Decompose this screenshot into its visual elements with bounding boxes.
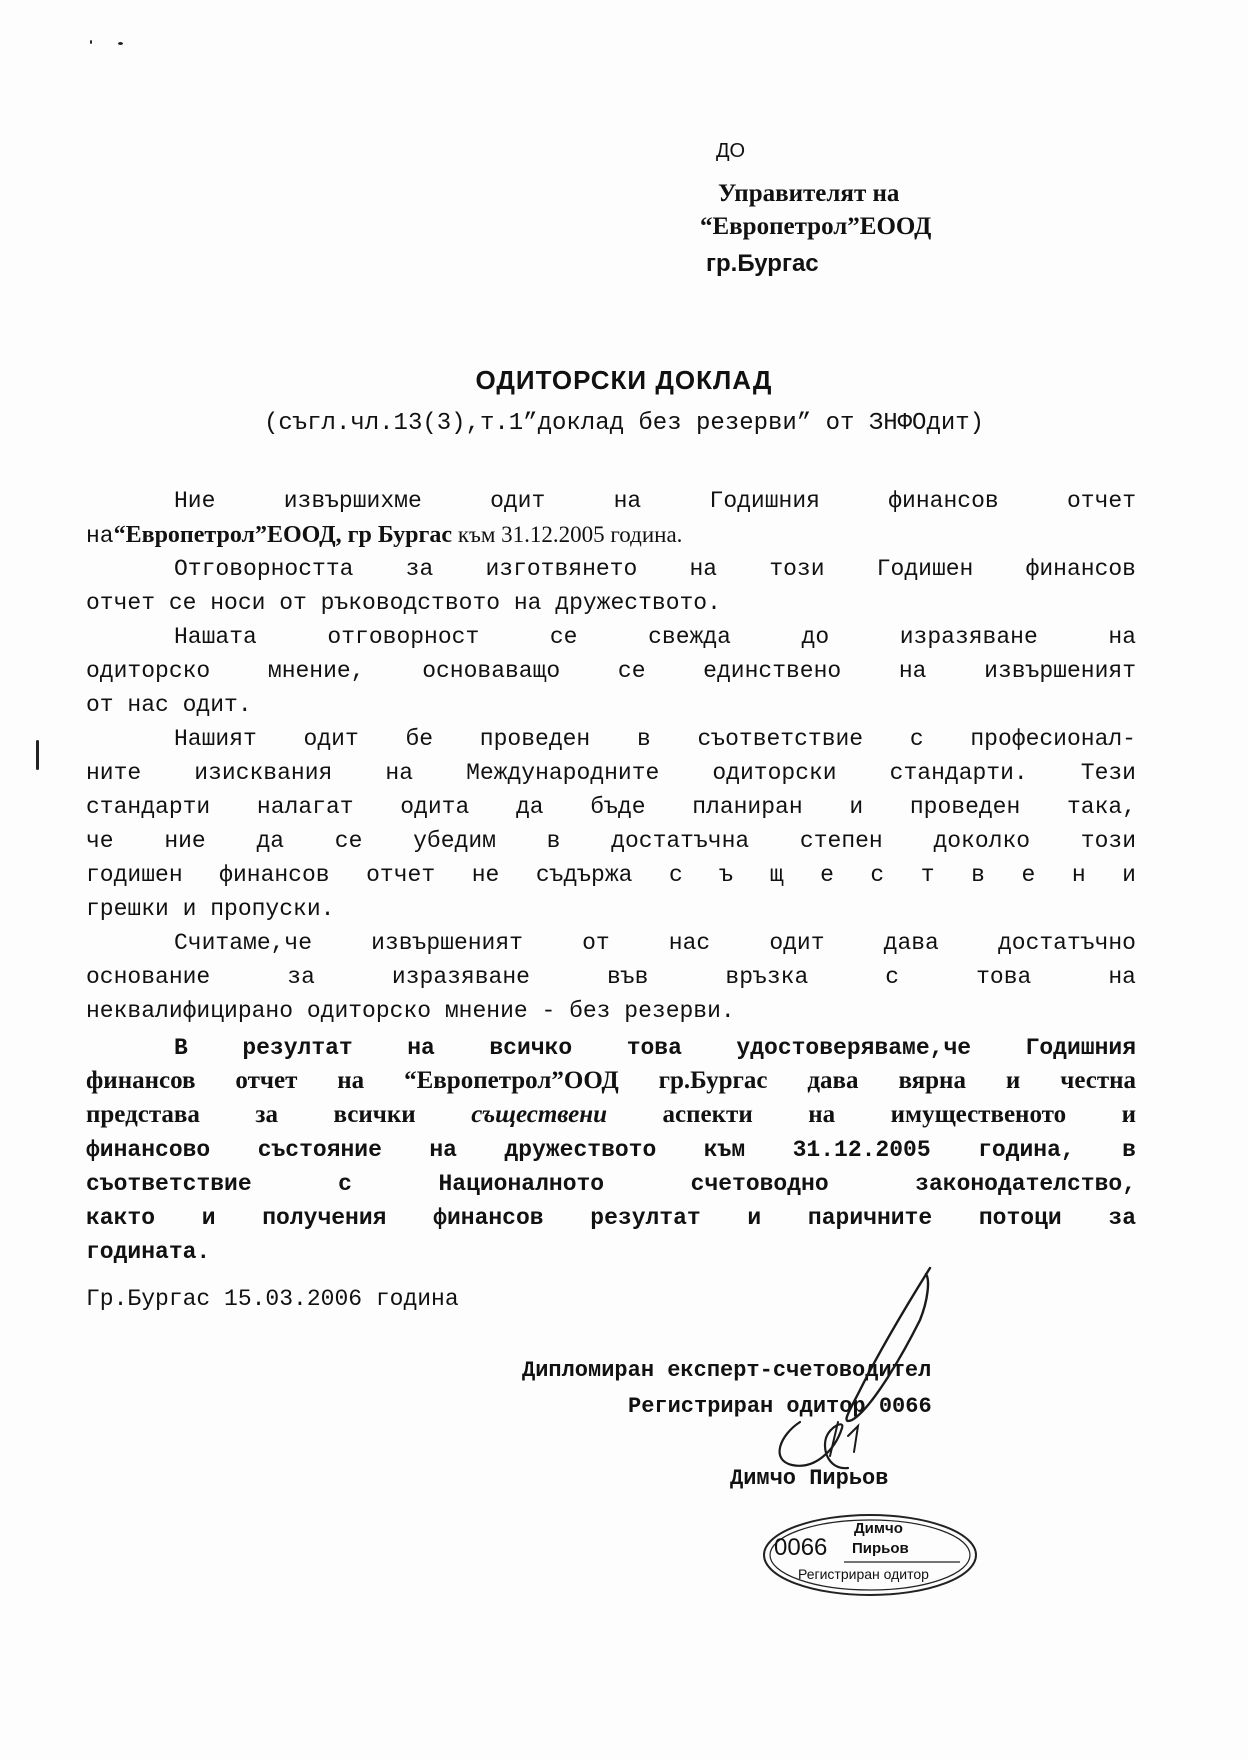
para6-line7-text: годината. <box>86 1239 211 1265</box>
handwritten-signature <box>730 1260 960 1490</box>
para1-prefix: на <box>86 523 114 549</box>
stamp-number: 0066 <box>774 1534 828 1561</box>
para1-line2 <box>86 518 1136 552</box>
addressee-line-2: “Европетрол”ЕООД <box>700 213 932 240</box>
para4-line5: годишен финансов отчет не съдържа с ъ щ е с т в е н и <box>86 862 1136 888</box>
report-body <box>86 484 1136 1268</box>
para2-line1: Отговорността за изготвянето на този Годишен финансов <box>174 556 1136 582</box>
para6-line6 <box>86 1200 1136 1234</box>
para6-line3-a: представа за всички <box>86 1101 472 1128</box>
stamp-name-line-1: Димчо <box>854 1520 903 1537</box>
para4-line4: че ние да се убедим в достатъчна степен доколко този <box>86 828 1136 854</box>
para6-line6-text: както и получения финансов резултат и паричните потоци за <box>86 1205 1136 1231</box>
addressee-line-3: гр.Бургас <box>706 250 819 277</box>
scan-speck <box>90 40 92 44</box>
stamp-role: Регистриран одитор <box>798 1566 929 1582</box>
para6-line3 <box>86 1098 1136 1132</box>
para3-line2: одиторско мнение, основаващо се единствено на извършеният <box>86 658 1136 684</box>
para5-line1: Считаме,че извършеният от нас одит дава достатъчно <box>174 930 1136 956</box>
para6-line3-b: аспекти на имущественото и <box>607 1101 1137 1128</box>
para6-line5-text: съответствие с Националното счетоводно законодателство, <box>86 1171 1136 1197</box>
signer-title-1: Дипломиран експерт-счетоводител <box>522 1358 932 1383</box>
signer-title-2: Регистриран одитор 0066 <box>628 1394 932 1419</box>
stamp-name-line-2: Пирьов <box>852 1540 909 1557</box>
para6-emphasis: съществени <box>471 1101 608 1128</box>
para6-line5 <box>86 1166 1136 1200</box>
para4-line2: ните изисквания на Международните одиторски стандарти. Тези <box>86 760 1136 786</box>
para3-line3: от нас одит. <box>86 692 252 718</box>
report-date: Гр.Бургас 15.03.2006 година <box>86 1286 459 1312</box>
scan-speck <box>118 42 123 45</box>
para3-line1: Нашата отговорност се свежда до изразяване на <box>174 624 1136 650</box>
para6-line4 <box>86 1132 1136 1166</box>
para2-line2: отчет се носи от ръководството на дружеството. <box>86 590 721 616</box>
para4-line1: Нашият одит бе проведен в съответствие с професионал- <box>174 726 1136 752</box>
para6-line2: финансов отчет на “Европетрол”ООД гр.Бургас дава вярна и честна <box>86 1067 1136 1094</box>
para6-line4-text: финансово състояние на дружеството към 31.12.2005 година, в <box>86 1137 1136 1163</box>
para5-line2: основание за изразяване във връзка с това на <box>86 964 1136 990</box>
addressee-line-1: Управителят на <box>718 180 900 207</box>
scan-speck <box>36 740 39 770</box>
addressee-to: ДО <box>716 140 746 162</box>
para4-line3: стандарти налагат одита да бъде планиран и проведен така, <box>86 794 1136 820</box>
para6-line1 <box>86 1030 1136 1064</box>
page-subtitle: (съгл.чл.13(3),т.1”доклад без резерви” от ЗНФОдит) <box>263 410 985 437</box>
page-title: ОДИТОРСКИ ДОКЛАД <box>475 365 773 395</box>
signer-name: Димчо Пирьов <box>730 1466 889 1491</box>
para5-line3: неквалифицирано одиторско мнение - без резерви. <box>86 998 735 1024</box>
para1-company: “Европетрол”ЕООД, гр Бургас <box>113 522 453 548</box>
para6-line1-text: В резултат на всичко това удостоверяваме,че Годишния <box>174 1035 1136 1061</box>
auditor-stamp <box>760 1510 980 1600</box>
para6-line7 <box>86 1234 1136 1268</box>
para4-line6: грешки и пропуски. <box>86 896 335 922</box>
para1-line1: Ние извършихме одит на Годишния финансов отчет <box>174 488 1136 514</box>
para1-date: към 31.12.2005 година. <box>452 522 683 547</box>
